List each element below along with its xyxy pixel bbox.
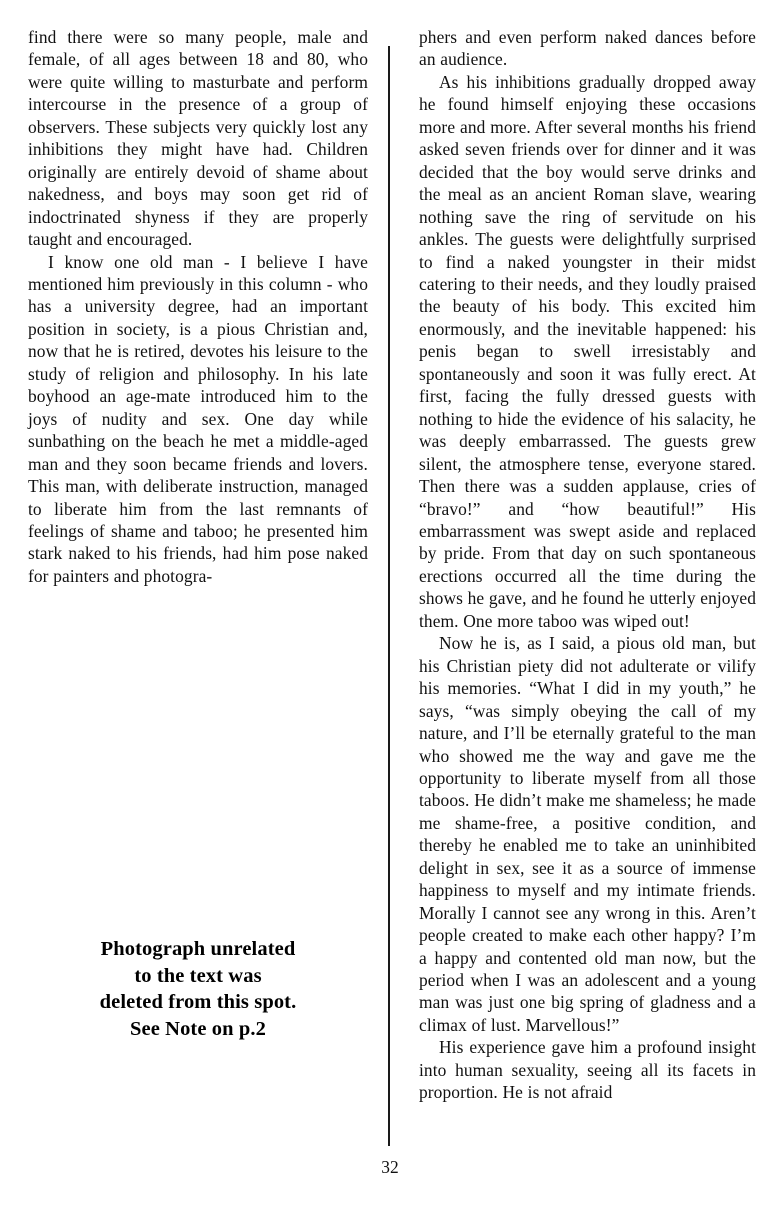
- paragraph: I know one old man - I believe I have mentioned him previously in this column - who has a university degree, had an important position in society, is a pious Christian and, now that he is retired, devotes his leisure to the study of religion and philosophy. In his late boyhood an age-mate introduced him to the joys of nudity and sex. One day while sunbathing on the beach he met a middle-aged man and they soon became friends and lovers. This man, with deliberate instruction, managed to liberate him from the last remnants of feelings of shame and taboo; he presented him stark naked to his friends, had him pose naked for painters and photogra-: [28, 251, 368, 586]
- note-line: See Note on p.2: [130, 1017, 266, 1040]
- note-line: deleted from this spot.: [99, 991, 297, 1013]
- editorial-note-photograph-removed: [28, 936, 368, 1042]
- right-column: [419, 26, 756, 1104]
- paragraph: find there were so many people, male and female, of all ages between 18 and 80, who were quite willing to masturbate and perform intercourse in the presence of a group of observers. These subjects very quickly lost any inhibitions they might have had. Children originally are entirely devoid of shame about nakedness, and boys may soon get rid of indoctrinated shyness if they are properly taught and encouraged.: [28, 27, 368, 250]
- paragraph: Now he is, as I said, a pious old man, but his Christian piety did not adulterate or vilify his memories. “What I did in my youth,” he says, “was simply obeying the call of my nature, and I’ll be eternally grateful to the man who showed me the way and gave me the opportunity to liberate myself from all those taboos. He didn’t make me shameless; he made me shame-free, a positive condition, and thereby he enabled me to take an uninhibited delight in sex, see it as a source of immense happiness to myself and my intimate friends. Morally I cannot see any wrong in this. Aren’t people created to make each other happy? I’m a happy and contented old man now, but the period when I was an adolescent and a young man was just one big spring of gladness and a climax of lust. Marvellous!”: [419, 633, 756, 1035]
- page-number: 32: [381, 1157, 399, 1177]
- left-column: [28, 26, 368, 587]
- paragraph: phers and even perform naked dances before an audience.: [419, 27, 756, 70]
- note-line: to the text was: [134, 964, 262, 987]
- paragraph: As his inhibitions gradually dropped away he found himself enjoying these occasions more and more. After several months his friend asked seven friends over for dinner and it was decided that the boy would serve drinks and the meal as an ancient Roman slave, wearing nothing save the ring of servitude on his ankles. The guests were delightfully surprised to find a naked youngster in their midst catering to their needs, and they loudly praised the beauty of his body. This excited him enormously, and the inevitable happened: his penis began to swell irresistably and spontaneously and soon it was fully erect. At first, facing the fully dressed guests with nothing to hide the evidence of his salacity, he was deeply embarrassed. The guests grew silent, the atmosphere tense, everyone stared. Then there was a sudden applause, cries of “bravo!” and “how beautiful!” His embarrassment was swept aside and replaced by pride. From that day on such spontaneous erections occurred all the time during the shows he gave, and he found he utterly enjoyed them. One more taboo was wiped out!: [419, 71, 757, 631]
- paragraph: His experience gave him a profound insight into human sexuality, seeing all its facets in proportion. He is not afraid: [419, 1037, 756, 1103]
- note-line: Photograph unrelated: [100, 938, 296, 960]
